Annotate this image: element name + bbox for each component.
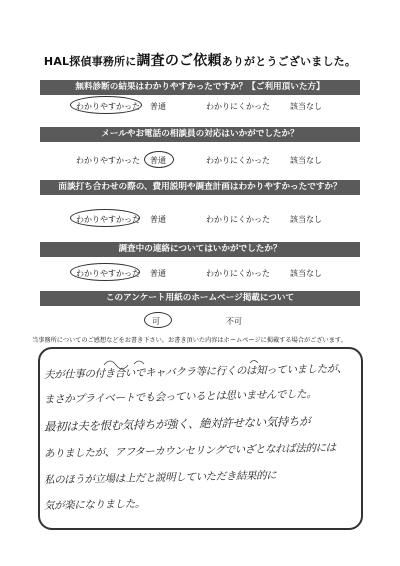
q4-option-clear[interactable]: わかりやすかった <box>76 269 140 278</box>
question-2-options <box>40 155 360 169</box>
q4-option-unclear[interactable]: わかりにくかった <box>206 269 270 278</box>
q5-option-deny[interactable]: 不可 <box>226 317 242 326</box>
q4-option-na[interactable]: 該当なし <box>290 269 322 278</box>
question-4-options <box>40 268 360 282</box>
comment-line-4: ありましたが、アフターカウンセリングでいざとなれば法的には <box>43 441 336 461</box>
question-5-header: このアンケート用紙のホームページ掲載について <box>40 291 360 306</box>
question-3-header: 面談打ち合わせの際の、費用説明や調査計画はわかりやすかったですか？ <box>40 180 360 195</box>
comment-line-2: まさかプライベートでも会っているとは思いませんでした。 <box>43 388 317 406</box>
question-3-options <box>40 214 360 228</box>
q1-selection-circle <box>70 96 142 114</box>
q3-selection-circle <box>70 209 140 227</box>
question-2-header: メールやお電話の相談員の対応はいかがでしたか？ <box>40 127 360 142</box>
comment-line-5: 私のほうが立場は上だと説明していただき結果的に <box>43 469 277 487</box>
q1-option-na[interactable]: 該当なし <box>290 102 322 111</box>
q1-option-unclear[interactable]: わかりにくかった <box>206 102 270 111</box>
q2-option-clear[interactable]: わかりやすかった <box>76 156 140 165</box>
comment-line-6: 気が楽になりました。 <box>43 497 146 513</box>
q1-option-clear[interactable]: わかりやすかった <box>76 102 140 111</box>
comment-notice: 当事務所についてのご感想などをお書き下さい。お書き頂いた内容はホームページに掲載する場合がございます。 <box>32 337 347 344</box>
q4-selection-circle <box>70 263 140 281</box>
q3-option-normal[interactable]: 普通 <box>150 215 166 224</box>
q1-option-normal[interactable]: 普通 <box>150 102 166 111</box>
q5-selection-circle <box>144 312 172 328</box>
comment-line-1: 夫が仕事の付き合いでキャバクラ等に行くのは知っていましたが、 <box>43 362 348 382</box>
q2-option-unclear[interactable]: わかりにくかった <box>206 156 270 165</box>
q2-selection-circle <box>144 151 174 168</box>
question-4-header: 調査中の連絡についてはいかがでしたか？ <box>40 242 360 257</box>
q2-option-na[interactable]: 該当なし <box>290 156 322 165</box>
title-suffix: ありがとうございました。 <box>221 55 357 68</box>
question-5-options <box>40 316 360 330</box>
title-prefix: HAL探偵事務所に <box>43 55 137 68</box>
q2-option-normal[interactable]: 普通 <box>150 156 166 165</box>
question-1-header: 無料診断の結果はわかりやすかったですか？【ご利用頂いた方】 <box>40 80 360 95</box>
q3-option-unclear[interactable]: わかりにくかった <box>206 215 270 224</box>
q5-option-allow[interactable]: 可 <box>152 317 160 326</box>
q3-option-na[interactable]: 該当なし <box>290 215 322 224</box>
q3-option-clear[interactable]: わかりやすかった <box>76 215 140 224</box>
page-title <box>0 50 400 70</box>
comment-line-3: 最初は夫を恨む気持ちが強く、絶対許せない気持ちが <box>43 414 311 434</box>
question-1-options <box>40 101 360 115</box>
title-emphasis: 調査のご依頼 <box>136 53 222 69</box>
q4-option-normal[interactable]: 普通 <box>150 269 166 278</box>
